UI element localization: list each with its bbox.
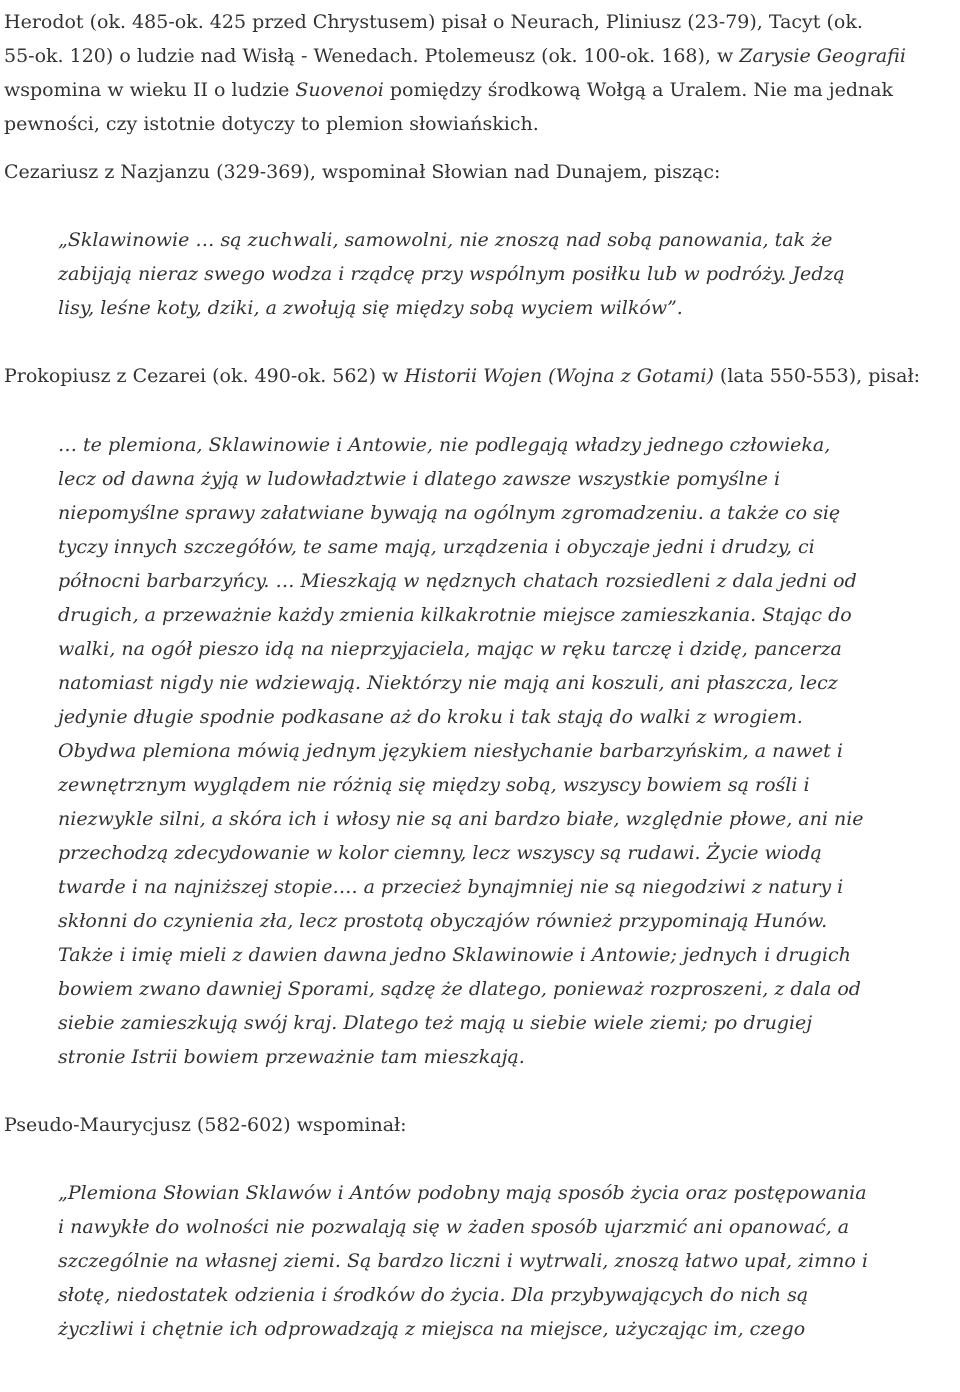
text-line: Pseudo-Maurycjusz (582-602) wspominał: (4, 1114, 407, 1136)
text-line (4, 359, 958, 393)
text-run: 55-ok. 120) o ludzie nad Wisłą - Wenedach. Ptolemeusz (ok. 100-ok. 168), w (4, 45, 740, 67)
quote-line: zewnętrznym wyglądem nie różnią się między sobą, wszyscy bowiem są rośli i (58, 774, 810, 796)
quote-line: skłonni do czynienia zła, lecz prostotą obyczajów również przypominają Hunów. (58, 910, 828, 932)
quote-line: walki, na ogół pieszo idą na nieprzyjaciela, mając w ręku tarczę i dzidę, pancerza (58, 638, 842, 660)
quote-pseudo-maurycjusz (58, 1176, 918, 1346)
paragraph-intro (4, 5, 958, 141)
quote-line: bowiem zwano dawniej Sporami, sądzę że dlatego, ponieważ rozproszeni, z dala od (58, 978, 861, 1000)
quote-line: zabijają nieraz swego wodza i rządcę przy wspólnym posiłku lub w podróży. Jedzą (58, 263, 845, 285)
text-run: pomiędzy środkową Wołgą a Uralem. Nie ma jednak (383, 79, 894, 101)
quote-line: życzliwi i chętnie ich odprowadzają z miejsca na miejsce, użyczając im, czego (58, 1318, 806, 1340)
quote-line: niepomyślne sprawy załatwiane bywają na ogólnym zgromadzeniu. a także co się (58, 502, 841, 524)
quote-line: stronie Istrii bowiem przeważnie tam mieszkają. (58, 1046, 525, 1068)
paragraph-pseudo-maurycjusz (4, 1108, 958, 1142)
text-line: Herodot (ok. 485-ok. 425 przed Chrystusem) pisał o Neurach, Pliniusz (23-79), Tacyt (ok. (4, 11, 863, 33)
text-line: Cezariusz z Nazjanzu (329-369), wspominał Słowian nad Dunajem, pisząc: (4, 161, 721, 183)
quote-line: „Plemiona Słowian Sklawów i Antów podobny mają sposób życia oraz postępowania (58, 1182, 867, 1204)
people-name: Suovenoi (295, 79, 384, 101)
quote-line: Także i imię mieli z dawien dawna jedno Sklawinowie i Antowie; jednych i drugich (58, 944, 851, 966)
text-run: wspomina w wieku II o ludzie (4, 79, 296, 101)
text-run: (lata 550-553), pisał: (713, 365, 921, 387)
quote-line: tyczy innych szczegółów, te same mają, urządzenia i obyczaje jedni i drudzy, ci (58, 536, 815, 558)
article-body (0, 5, 958, 1346)
quote-line: Obydwa plemiona mówią jednym językiem niesłychanie barbarzyńskim, a nawet i (58, 740, 843, 762)
text-line: pewności, czy istotnie dotyczy to plemion słowiańskich. (4, 113, 539, 135)
quote-line: słotę, niedostatek odzienia i środków do życia. Dla przybywających do nich są (58, 1284, 809, 1306)
quote-line: siebie zamieszkują swój kraj. Dlatego też mają u siebie wiele ziemi; po drugiej (58, 1012, 813, 1034)
quote-line: północni barbarzyńcy. … Mieszkają w nędznych chatach rozsiedleni z dala jedni od (58, 570, 857, 592)
quote-line: i nawykłe do wolności nie pozwalają się w żaden sposób ujarzmić ani opanować, a (58, 1216, 850, 1238)
quote-line: niezwykle silni, a skóra ich i włosy nie są ani bardzo białe, względnie płowe, ani nie (58, 808, 864, 830)
quote-line: szczególnie na własnej ziemi. Są bardzo liczni i wytrwali, znoszą łatwo upał, zimno i (58, 1250, 868, 1272)
quote-line: jedynie długie spodnie podkasane aż do kroku i tak stają do walki z wrogiem. (58, 706, 803, 728)
text-line (4, 39, 958, 73)
text-line (4, 73, 958, 107)
quote-prokopiusz (58, 428, 908, 1074)
quote-line: natomiast nigdy nie wdziewają. Niektórzy nie mają ani koszuli, ani płaszcza, lecz (58, 672, 838, 694)
quote-line: lisy, leśne koty, dziki, a zwołują się między sobą wyciem wilków”. (58, 297, 683, 319)
text-run: Prokopiusz z Cezarei (ok. 490-ok. 562) w (4, 365, 405, 387)
quote-line: drugich, a przeważnie każdy zmienia kilkakrotnie miejsce zamieszkania. Stając do (58, 604, 852, 626)
quote-line: twarde i na najniższej stopie…. a przecież bynajmniej nie są niegodziwi z natury i (58, 876, 844, 898)
quote-line: … te plemiona, Sklawinowie i Antowie, nie podlegają władzy jednego człowieka, (58, 434, 831, 456)
quote-line: przechodzą zdecydowanie w kolor ciemny, lecz wszyscy są rudawi. Życie wiodą (58, 842, 822, 864)
quote-line: „Sklawinowie … są zuchwali, samowolni, nie znoszą nad sobą panowania, tak że (58, 229, 833, 251)
paragraph-prokopiusz (4, 359, 958, 393)
work-title: Zarysie Geografii (739, 45, 906, 67)
work-title: Historii Wojen (Wojna z Gotami) (404, 365, 714, 387)
paragraph-cezariusz (4, 155, 958, 189)
quote-line: lecz od dawna żyją w ludowładztwie i dlatego zawsze wszystkie pomyślne i (58, 468, 781, 490)
quote-cezariusz (58, 223, 908, 325)
